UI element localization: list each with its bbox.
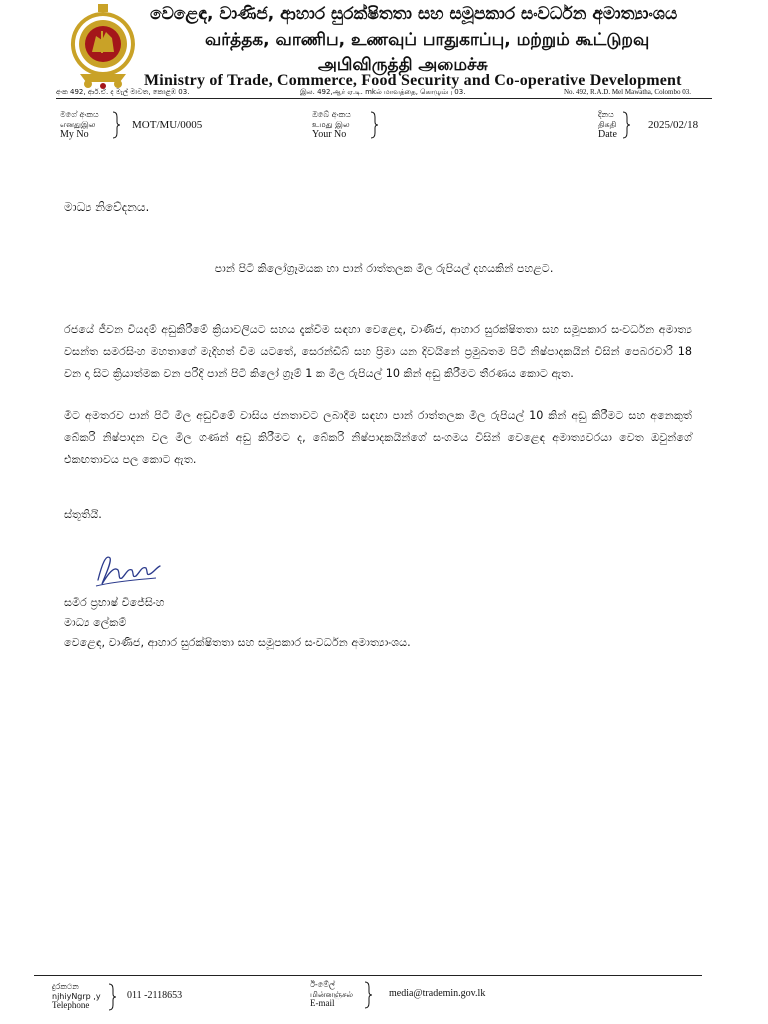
address-tamil: இல. 492,ஆர் ஏ.டி. mkல் மாவத்தை, கொழும்பு 03. bbox=[300, 88, 466, 96]
email-label: ඊ-මේල් மின்னஞ்சல் E-mail bbox=[310, 980, 354, 1008]
telephone-value: 011 -2118653 bbox=[127, 990, 183, 1001]
signature bbox=[92, 544, 164, 592]
signatory-title: මාධ්‍ය ලේකම් bbox=[64, 616, 127, 629]
brace-icon bbox=[622, 111, 630, 139]
brace-icon bbox=[370, 111, 378, 139]
letter-subject: පාන් පිටි කිලෝග්‍රෑමයක හා පාන් රාත්තලක මිල රුපියල් දහයකින් පහළට. bbox=[214, 262, 554, 275]
body-paragraph-1: රජයේ ජීවන වියදම් අඩුකිරීමේ ක්‍රියාවලියට සහය දැක්වීම සඳහා වෙළෙඳ, වාණිජ, ආහාර සුරක්ෂිතතා සහ සමූපකාර සංවර්ධන අමාත්‍ය වසන්ත සමරසිංහ මහතාගේ මැදිහත් වීම යටතේ, සෙරන්ඩිබ් සහ ප්‍රිමා යන දිවයිනේ ප්‍රමුඛතම පිටි නිෂ්පාදකයින් විසින් පෙබරවාරි 18 වන දා සිට ක්‍රියාත්මක වන පරිදි පාන් පිටි කිලෝ ග්‍රෑම් 1 ක මිල රුපියල් 10 කින් අඩු කිරීමට තීරණය කොට ඇත. bbox=[64, 323, 692, 380]
date-label: දිනය திகதி Date bbox=[598, 110, 617, 140]
ministry-title-english: Ministry of Trade, Commerce, Food Security and Co-operative Development bbox=[144, 72, 682, 89]
signatory-ministry: වෙළෙඳ, වාණිජ, ආහාර සුරක්ෂිතතා සහ සමූපකාර සංවර්ධන අමාත්‍යාංශය. bbox=[64, 636, 411, 649]
brace-icon bbox=[112, 111, 120, 139]
header-divider bbox=[56, 98, 712, 99]
brace-icon bbox=[364, 981, 372, 1009]
closing-thanks: ස්තූතියි. bbox=[64, 508, 102, 521]
my-no-value: MOT/MU/0005 bbox=[132, 119, 203, 131]
ministry-title-sinhala: වෙළෙඳ, වාණිජ, ආහාර සුරක්ෂිතතා සහ සමූපකාර සංවර්ධන අමාත්‍යාංශය bbox=[150, 4, 678, 24]
letter-heading: මාධ්‍ය නිවේදනය. bbox=[64, 200, 150, 214]
date-value: 2025/02/18 bbox=[648, 119, 699, 131]
footer-divider bbox=[34, 975, 702, 976]
brace-icon bbox=[108, 983, 116, 1011]
my-no-label: මගේ අංකය எனதுஇல My No bbox=[60, 110, 99, 140]
email-value[interactable]: media@trademin.gov.lk bbox=[389, 988, 486, 999]
ministry-title-tamil-line-2: அபிவிருத்தி அமைச்சு bbox=[318, 55, 488, 75]
your-no-label: ඔබේ අංකය உமது இல Your No bbox=[312, 110, 351, 140]
signatory-name: සමීර ප්‍රභාෂ් විජේසිංහ bbox=[64, 596, 165, 609]
ministry-title-tamil-line-1: வர்த்தக, வாணிப, உணவுப் பாதுகாப்பு, மற்றும் கூட்டுறவு bbox=[205, 30, 650, 50]
address-sinhala: අංක 492, ආර්.ඒ. ද මැල් මාවත, කොළඹ 03. bbox=[56, 88, 190, 96]
body-paragraph-2: මීට අමතරව පාන් පිටි මිල අඩුවීමේ වාසිය ජනතාවට ලබාදීම සඳහා පාන් රාත්තලක මිල රුපියල් 10 කින් අඩු කිරීමට සහ අනෙකුත් බේකරි නිෂ්පාදන වල මිල ගණන් අඩු කිරීමට ද, බේකරි නිෂ්පාදකයින්ගේ සංගමය විසින් වෙළෙඳ අමාත්‍යවරයා වෙත ඔවුන්ගේ එකඟතාවය පල කොට ඇත. bbox=[64, 409, 692, 466]
address-english: No. 492, R.A.D. Mel Mawatha, Colombo 03. bbox=[564, 88, 691, 96]
sri-lanka-emblem bbox=[68, 4, 138, 90]
telephone-label: දුරකථන njhiyNgrp ,y Telephone bbox=[52, 982, 101, 1010]
